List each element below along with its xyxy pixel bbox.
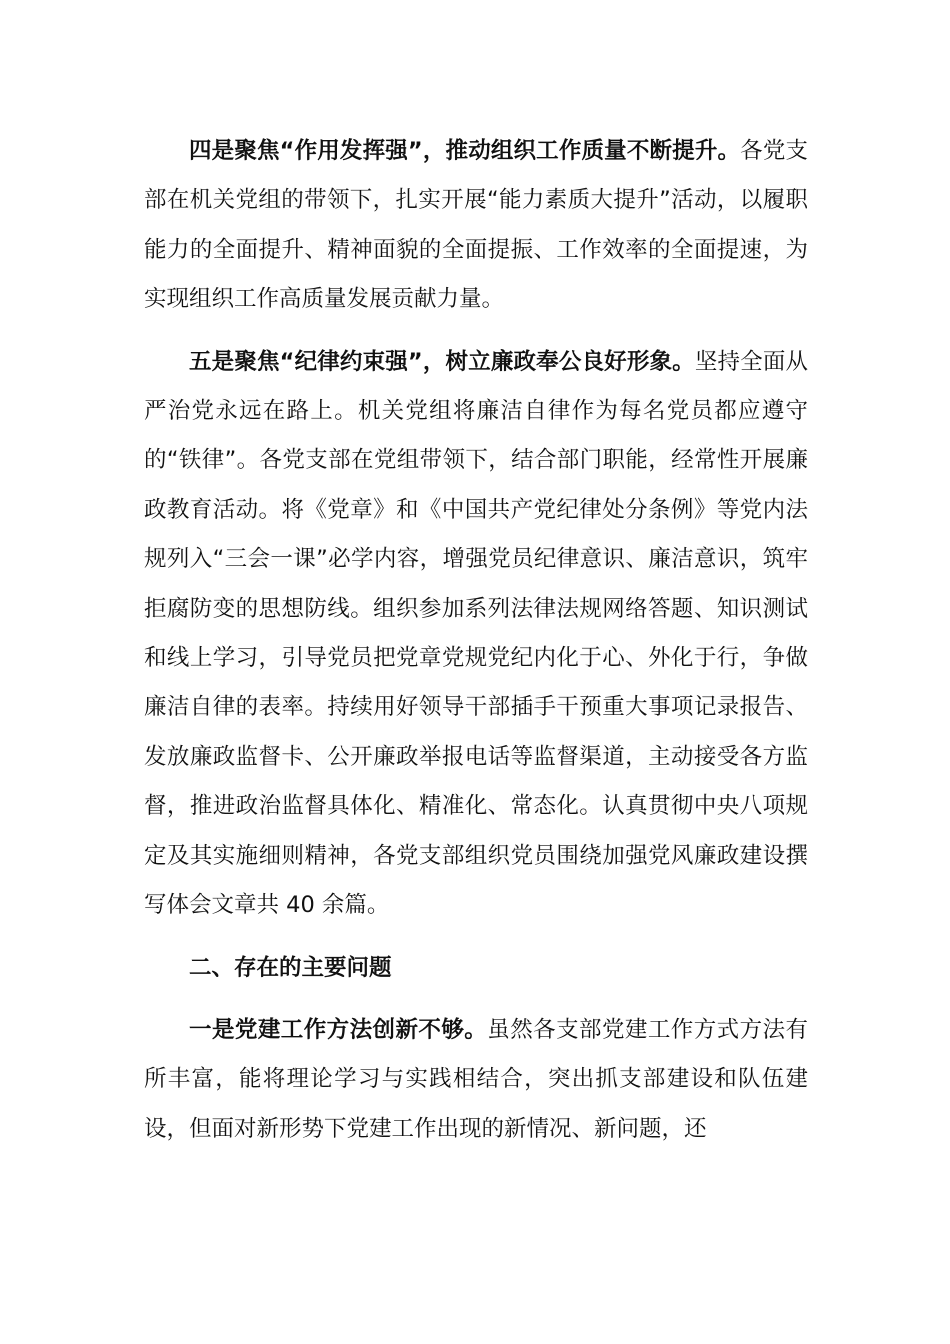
paragraph-problem-one bbox=[144, 1006, 808, 1154]
paragraph-lead: 四是聚焦“作用发挥强”，推动组织工作质量不断提升。 bbox=[189, 138, 741, 164]
paragraph-lead: 一是党建工作方法创新不够。 bbox=[189, 1016, 488, 1043]
paragraph-text: 各党支部在机关党组的带领下，扎实开展“能力素质大提升”活动，以履职能力的全面提升、精神面貌的全面提振、工作效率的全面提速，为实现组织工作高质量发展贡献力量。 bbox=[144, 138, 808, 313]
paragraph-four-function bbox=[144, 127, 808, 325]
paragraph-text: 虽然各支部党建工作方式方法有所丰富，能将理论学习与实践相结合，突出抓支部建设和队伍建设，但面对新形势下党建工作出现的新情况、新问题，还 bbox=[144, 1016, 808, 1142]
section-heading: 二、存在的主要问题 bbox=[189, 954, 392, 981]
paragraph-lead: 五是聚焦“纪律约束强”，树立廉政奉公良好形象。 bbox=[189, 348, 695, 375]
document-body bbox=[144, 127, 808, 1154]
paragraph-text: 坚持全面从严治党永远在路上。机关党组将廉洁自律作为每名党员都应遵守的“铁律”。各党支部在党组带领下，结合部门职能，经常性开展廉政教育活动。将《党章》和《中国共产党纪律处分条例》等党内法规列入“三会一课”必学内容，增强党员纪律意识、廉洁意识，筑牢拒腐防变的思想防线。组织参加系列法律法规网络答题、知识测试和线上学习，引导党员把党章党规党纪内化于心、外化于行，争做廉洁自律的表率。持续用好领导干部插手干预重大事项记录报告、发放廉政监督卡、公开廉政举报电话等监督渠道，主动接受各方监督，推进政治监督具体化、精准化、常态化。认真贯彻中央八项规定及其实施细则精神，各党支部组织党员围绕加强党风廉政建设撰写体会文章共 40 余篇。 bbox=[144, 348, 808, 919]
paragraph-five-discipline bbox=[144, 338, 808, 931]
